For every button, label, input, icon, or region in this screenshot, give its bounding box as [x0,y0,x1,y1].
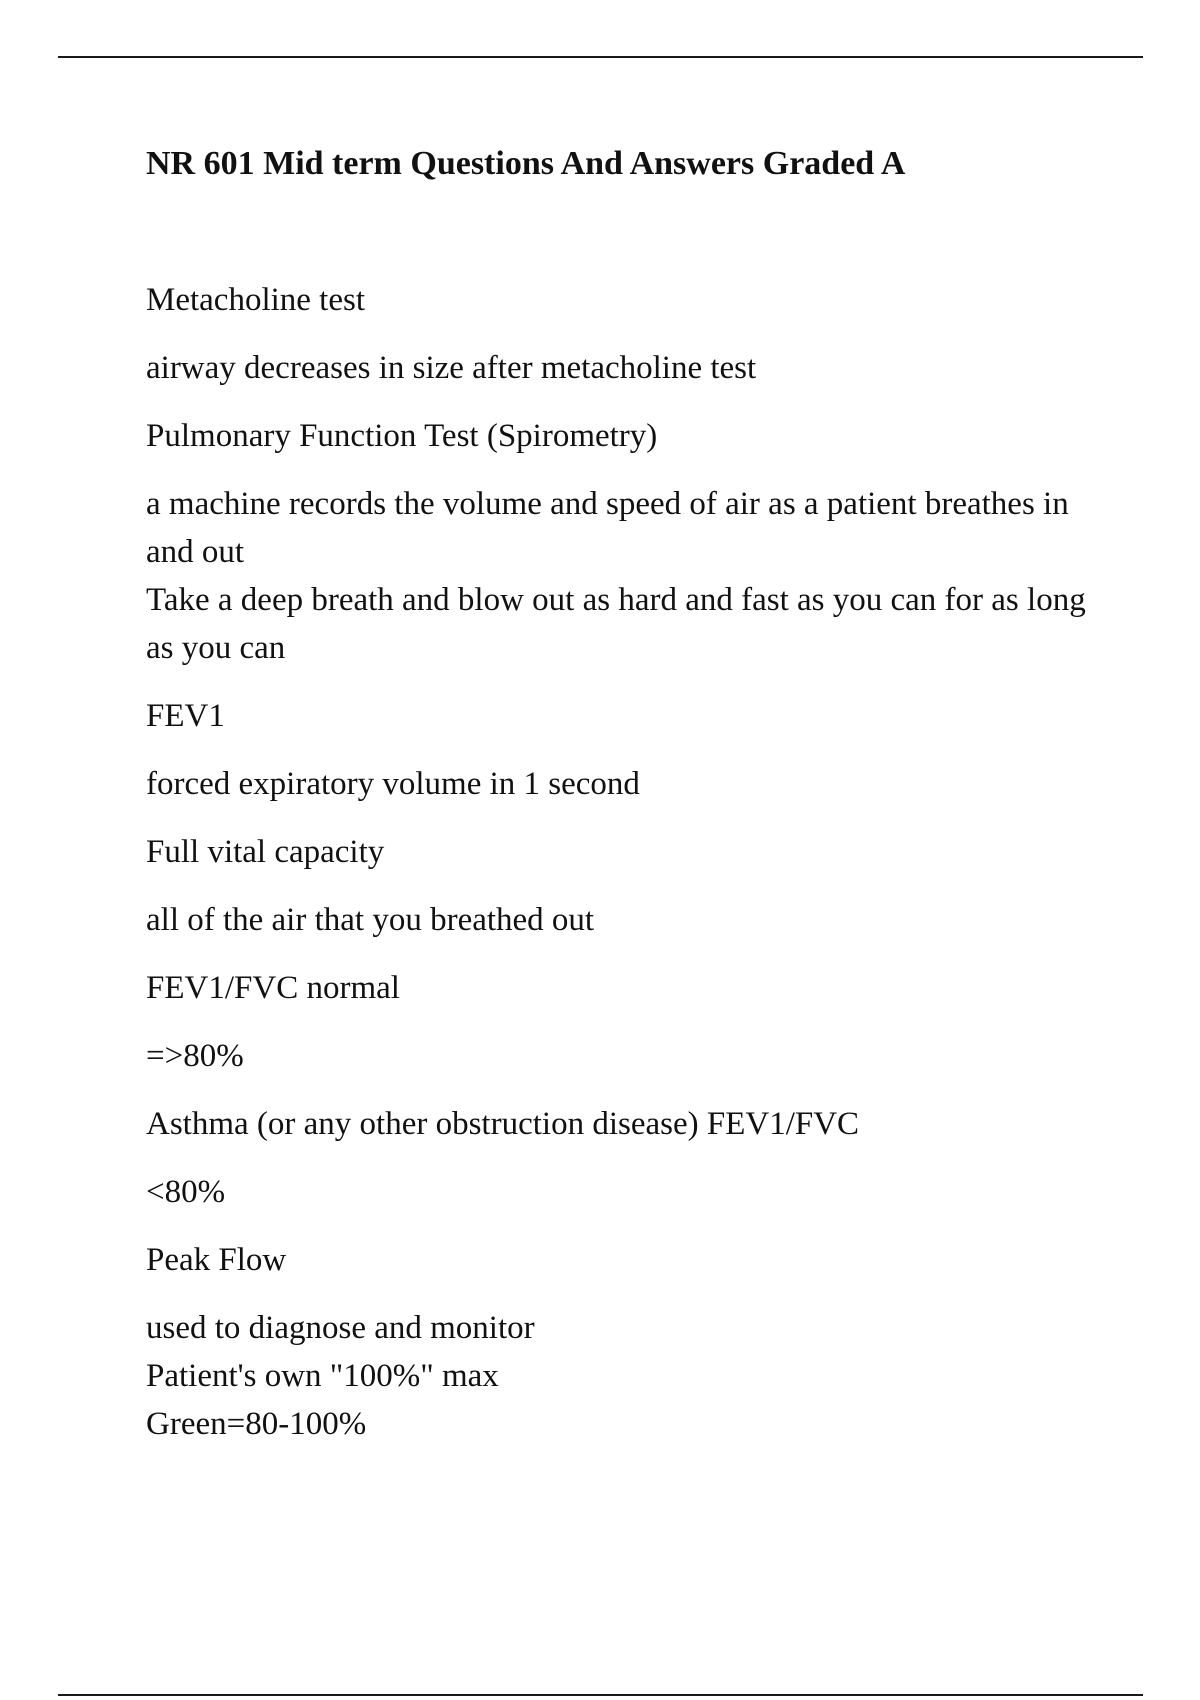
text-line: all of the air that you breathed out [146,902,595,938]
definition-pulmonary-function-test [146,480,1086,672]
definition-metacholine-test [146,344,1086,392]
text-line: FEV1/FVC normal [146,970,400,1006]
text-line: Metacholine test [146,282,366,318]
text-line: airway decreases in size after metacholine test [146,350,757,386]
text-line: Full vital capacity [146,834,385,870]
text-line: Green=80-100% [146,1406,367,1442]
term-peak-flow [146,1236,1086,1284]
text-line: FEV1 [146,698,225,734]
text-line: Pulmonary Function Test (Spirometry) [146,418,658,454]
definition-full-vital-capacity [146,896,1086,944]
definition-fev1-fvc-normal [146,1032,1086,1080]
term-metacholine-test [146,276,1086,324]
entries-list [146,276,1086,1448]
text-line: a machine records the volume and speed of air as a patient breathes in and out [146,486,1069,570]
term-pulmonary-function-test [146,412,1086,460]
text-line: <80% [146,1174,226,1210]
text-line: forced expiratory volume in 1 second [146,766,640,802]
bottom-rule [58,1694,1143,1696]
term-full-vital-capacity [146,828,1086,876]
text-line: used to diagnose and monitor [146,1310,535,1346]
top-rule [58,56,1143,58]
term-fev1 [146,692,1086,740]
text-line: Asthma (or any other obstruction disease) FEV1/FVC [146,1106,860,1142]
text-line: Take a deep breath and blow out as hard and fast as you can for as long as you can [146,582,1086,666]
text-line: Patient's own "100%" max [146,1358,499,1394]
document-title: NR 601 Mid term Questions And Answers Graded A [146,145,906,182]
definition-fev1 [146,760,1086,808]
definition-asthma-fev1-fvc [146,1168,1086,1216]
page-content [146,140,1086,1468]
definition-peak-flow [146,1304,1086,1448]
text-line: Peak Flow [146,1242,287,1278]
term-fev1-fvc-normal [146,964,1086,1012]
term-asthma-fev1-fvc [146,1100,1086,1148]
text-line: =>80% [146,1038,244,1074]
